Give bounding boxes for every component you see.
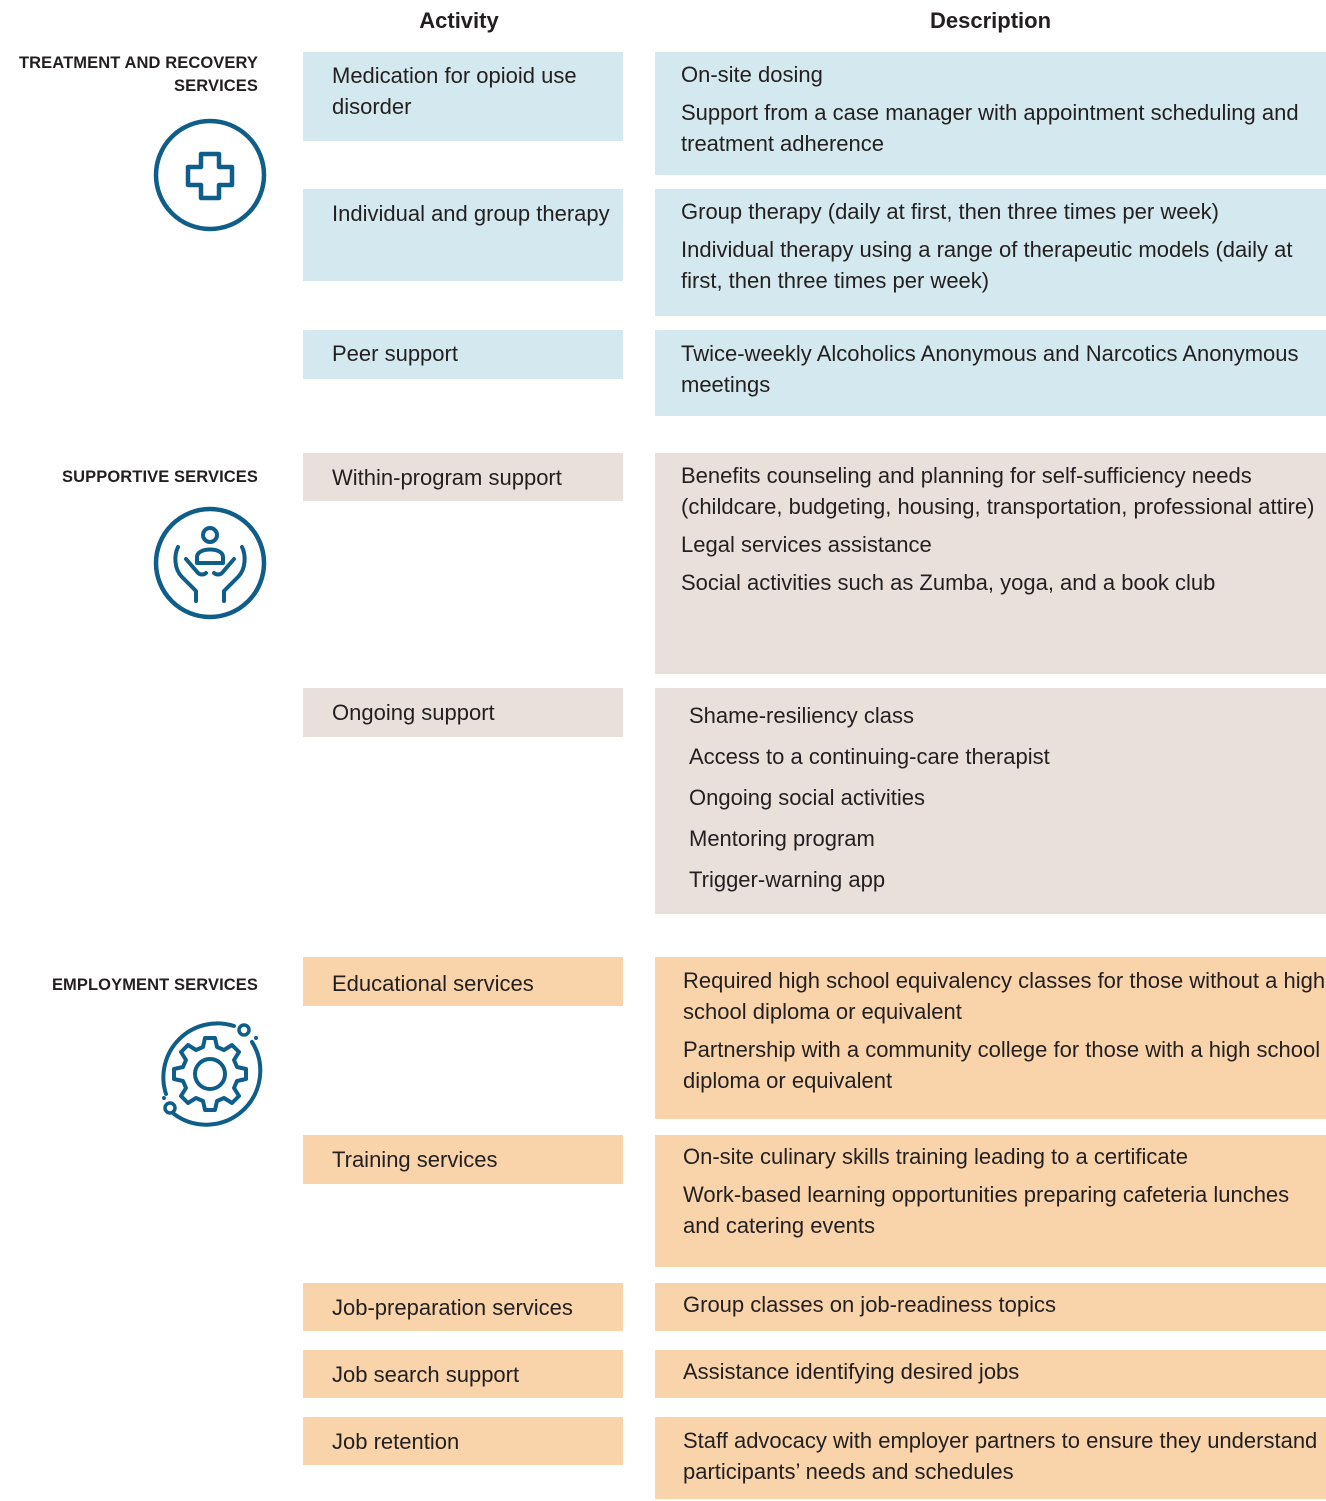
description-item: Shame-resiliency class bbox=[689, 703, 914, 728]
activity-within-program: Within-program support bbox=[303, 453, 623, 501]
description-item: Individual therapy using a range of therapeutic models (daily at first, then three times per week) bbox=[681, 237, 1293, 293]
activity-medication: Medication for opioid use disorder bbox=[303, 52, 623, 141]
description-item: Trigger-warning app bbox=[689, 867, 886, 892]
description-item: Twice-weekly Alcoholics Anonymous and Narcotics Anonymous meetings bbox=[681, 341, 1299, 397]
gear-icon bbox=[152, 1016, 268, 1132]
description-item: Staff advocacy with employer partners to ensure they understand participants’ needs and schedules bbox=[683, 1428, 1318, 1484]
description-job-preparation bbox=[655, 1283, 1326, 1331]
description-item: Legal services assistance bbox=[681, 532, 932, 557]
description-therapy bbox=[655, 189, 1326, 316]
activity-job-preparation: Job-preparation services bbox=[303, 1283, 623, 1331]
description-item: Group therapy (daily at first, then three times per week) bbox=[681, 199, 1220, 224]
description-peer-support bbox=[655, 330, 1326, 416]
description-ongoing bbox=[655, 688, 1326, 914]
description-item: Work-based learning opportunities preparing cafeteria lunches and catering events bbox=[683, 1182, 1290, 1238]
description-item: Mentoring program bbox=[689, 826, 875, 851]
medical-cross-icon bbox=[152, 117, 268, 233]
description-item: Social activities such as Zumba, yoga, and a book club bbox=[681, 570, 1216, 595]
activity-training: Training services bbox=[303, 1135, 623, 1184]
activity-educational: Educational services bbox=[303, 957, 623, 1006]
description-item: Partnership with a community college for those with a high school diploma or equivalent bbox=[683, 1037, 1321, 1093]
activity-column-header: Activity bbox=[419, 8, 499, 33]
activity-job-retention: Job retention bbox=[303, 1417, 623, 1465]
description-column-header: Description bbox=[929, 8, 1052, 33]
activity-peer-support: Peer support bbox=[303, 330, 623, 379]
activity-ongoing: Ongoing support bbox=[303, 688, 623, 737]
description-medication bbox=[655, 52, 1326, 175]
description-training bbox=[655, 1135, 1326, 1267]
description-item: Required high school equivalency classes for those without a high school diploma or equivalent bbox=[683, 968, 1326, 1024]
description-educational bbox=[655, 957, 1326, 1119]
hands-person-icon bbox=[152, 505, 268, 621]
description-job-retention bbox=[655, 1417, 1326, 1499]
description-item: On-site culinary skills training leading to a certificate bbox=[683, 1144, 1189, 1169]
description-within-program bbox=[655, 453, 1326, 674]
description-item: Ongoing social activities bbox=[689, 785, 926, 810]
description-item: Support from a case manager with appointment scheduling and treatment adherence bbox=[681, 100, 1299, 156]
activity-job-search: Job search support bbox=[303, 1350, 623, 1398]
activity-therapy: Individual and group therapy bbox=[303, 189, 623, 281]
description-item: Assistance identifying desired jobs bbox=[683, 1359, 1020, 1384]
description-item: Access to a continuing-care therapist bbox=[689, 744, 1050, 769]
section-label-supportive: SUPPORTIVE SERVICES bbox=[62, 468, 258, 486]
description-item: Benefits counseling and planning for self-sufficiency needs (childcare, budgeting, housing, transportation, professional attire) bbox=[681, 463, 1315, 519]
section-label-treatment: TREATMENT AND RECOVERY SERVICES bbox=[18, 54, 258, 95]
description-item: Group classes on job-readiness topics bbox=[683, 1292, 1056, 1317]
description-job-search bbox=[655, 1350, 1326, 1398]
section-label-employment: EMPLOYMENT SERVICES bbox=[51, 976, 258, 994]
description-item: On-site dosing bbox=[681, 62, 823, 87]
